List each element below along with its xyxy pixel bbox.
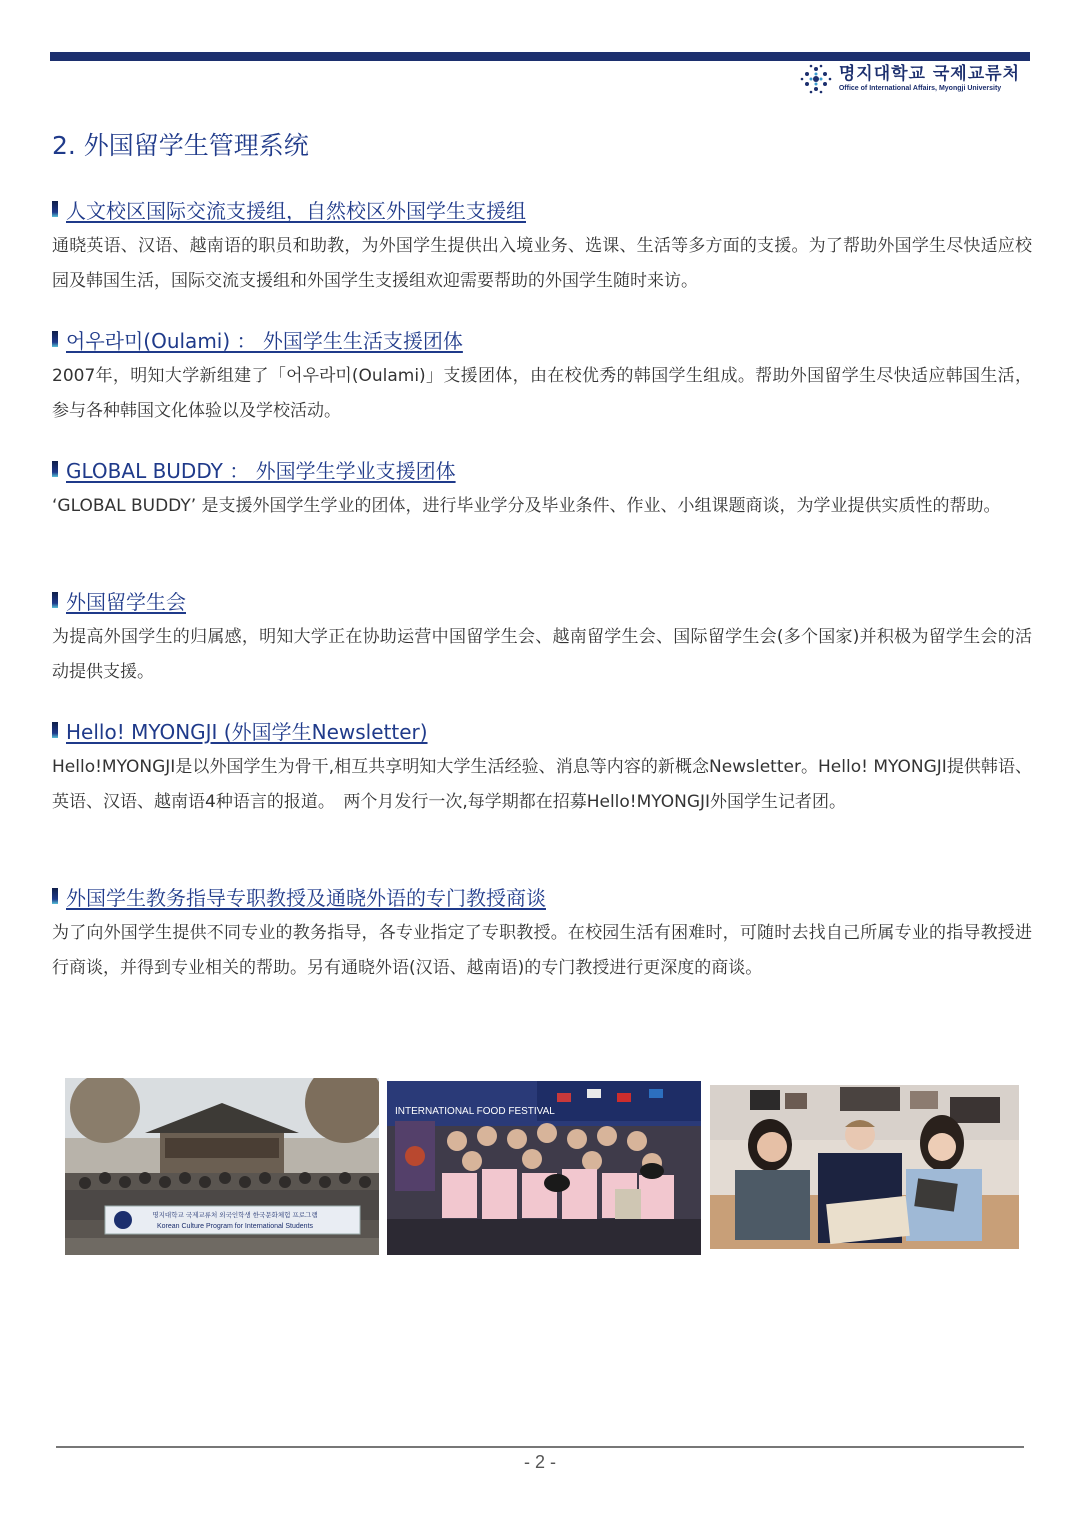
section-global-buddy: [52, 455, 1032, 524]
section-body: 为提高外国学生的归属感，明知大学正在协助运营中国留学生会、越南留学生会、国际留学生会(多个国家)并积极为留学生会的活动提供支援。: [52, 627, 1032, 682]
group-photo-palace: [65, 1078, 379, 1255]
banner-english-text: Korean Culture Program for International Students: [156, 1223, 314, 1230]
study-group-photo: [710, 1085, 1019, 1249]
section-marker-icon: [52, 888, 58, 904]
logo-korean-name: 명지대학교 국제교류처: [838, 64, 1020, 84]
section-student-association: [52, 586, 1032, 690]
section-body: 通晓英语、汉语、越南语的职员和助教，为外国学生提供出入境业务、选课、生活等多方面的支援。为了帮助外国学生尽快适应校园及韩国生活，国际交流支援组和外国学生支援组欢迎需要帮助的外国学生随时来访。: [52, 236, 1032, 291]
section-body: 2007年，明知大学新组建了「어우라미(Oulami)」支援团体，由在校优秀的韩国学生组成。帮助外国留学生尽快适应韩国生活，参与各种韩国文化体验以及学校活动。: [52, 366, 1032, 421]
section-marker-icon: [52, 331, 58, 347]
university-logo: [799, 64, 1020, 94]
section-marker-icon: [52, 722, 58, 738]
section-international-support: [52, 195, 1032, 299]
section-title-link[interactable]: GLOBAL BUDDY ： 外国学生学业支援团体: [66, 458, 456, 483]
section-title-link[interactable]: 外国留学生会: [66, 589, 186, 614]
banner-korean-text: 명지대학교 국제교류처 외국인학생 한국문화체험 프로그램: [152, 1211, 318, 1219]
section-marker-icon: [52, 592, 58, 608]
footer-rule: [56, 1446, 1024, 1448]
food-festival-photo: [387, 1081, 701, 1255]
section-newsletter: [52, 716, 1032, 820]
header-rule: [50, 52, 1030, 61]
section-title-link[interactable]: 外国学生教务指导专职教授及通晓外语的专门教授商谈: [66, 885, 546, 910]
section-title-link[interactable]: 어우라미(Oulami) ： 外国学生生活支援团体: [66, 328, 463, 353]
section-title-link[interactable]: 人文校区国际交流支援组，自然校区外国学生支援组: [66, 198, 526, 223]
logo-emblem-icon: [799, 64, 833, 94]
section-body: 为了向外国学生提供不同专业的教务指导，各专业指定了专职教授。在校园生活有困难时，可随时去找自己所属专业的指导教授进行商谈，并得到专业相关的帮助。另有通晓外语(汉语、越南语)的专门教授进行更深度的商谈。: [52, 923, 1032, 978]
festival-sign-text: INTERNATIONAL FOOD FESTIVAL: [395, 1106, 555, 1117]
section-title-link[interactable]: Hello! MYONGJI (外国学生Newsletter): [66, 719, 428, 744]
section-body: ‘GLOBAL BUDDY’ 是支援外国学生学业的团体，进行毕业学分及毕业条件、作业、小组课题商谈，为学业提供实质性的帮助。: [52, 496, 1001, 516]
section-oulami: [52, 325, 1032, 429]
page-number: - 2 -: [523, 1452, 556, 1472]
photo-strip: [0, 1078, 1080, 1258]
logo-english-name: Office of International Affairs, Myongji University: [838, 85, 1002, 92]
section-marker-icon: [52, 201, 58, 217]
page-title: 2. 外国留学生管理系统: [52, 131, 309, 160]
section-marker-icon: [52, 461, 58, 477]
section-academic-advising: [52, 882, 1032, 986]
section-body: Hello!MYONGJI是以外国学生为骨干,相互共享明知大学生活经验、消息等内容的新概念Newsletter。Hello! MYONGJI提供韩语、英语、汉语、越南语4种语言的报道。 两个月发行一次,每学期都在招募Hello!MYONGJI外国学生记者团。: [52, 757, 1032, 812]
